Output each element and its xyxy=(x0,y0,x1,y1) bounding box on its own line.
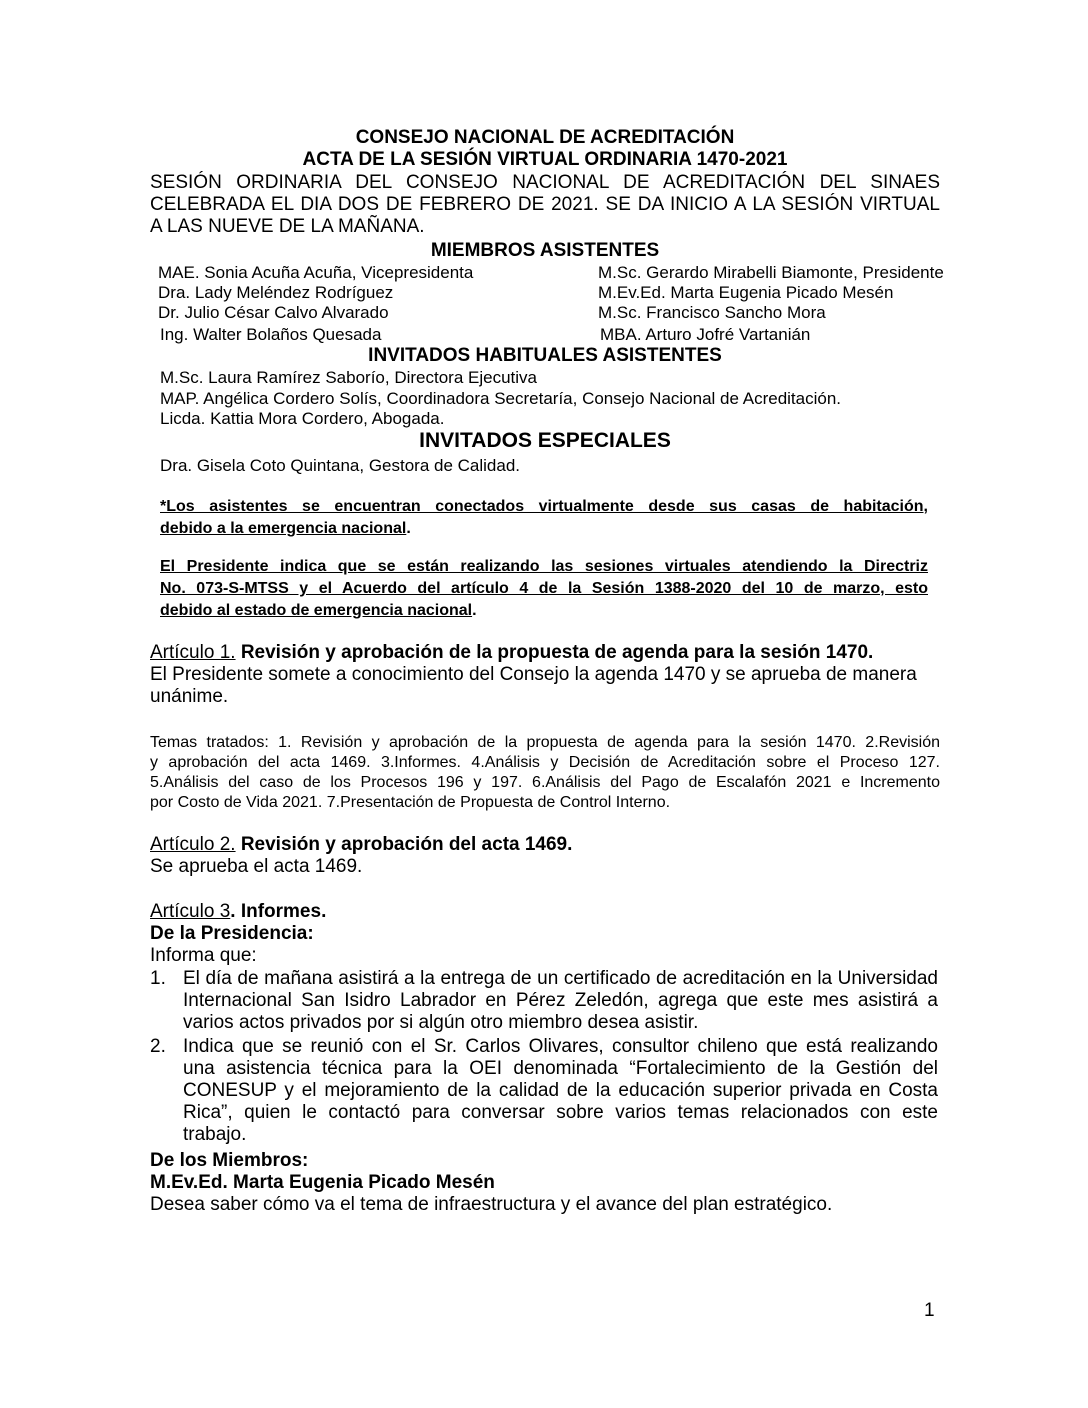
list-line: Internacional San Isidro Labrador en Pérez Zeledón, agrega que este mes asistirá a xyxy=(183,990,938,1011)
note-line: debido a la emergencia nacional xyxy=(160,520,407,537)
member-name: M.Sc. Gerardo Mirabelli Biamonte, Presidente xyxy=(598,263,944,282)
member-name: Dr. Julio César Calvo Alvarado xyxy=(158,303,389,322)
presidency-heading: De la Presidencia: xyxy=(150,923,314,944)
guest-name: Licda. Kattia Mora Cordero, Abogada. xyxy=(160,409,445,428)
note-line: *Los asistentes se encuentran conectados virtualmente desde sus casas de habitación, xyxy=(160,498,928,515)
article-label: Artículo 1. xyxy=(150,642,236,663)
list-line: trabajo. xyxy=(183,1124,247,1145)
member-name: MAE. Sonia Acuña Acuña, Vicepresidenta xyxy=(158,263,474,282)
virtual-attendance-note xyxy=(160,496,928,540)
note-line: El Presidente indica que se están realizando las sesiones virtuales atendiendo la Directriz xyxy=(160,558,928,575)
article-3-heading xyxy=(150,901,940,923)
member-name: M.Sc. Francisco Sancho Mora xyxy=(598,303,826,322)
article-title: . Informes. xyxy=(230,901,327,922)
article-2-heading xyxy=(150,834,940,856)
intro-line: A LAS NUEVE DE LA MAÑANA. xyxy=(150,216,425,237)
page-number: 1 xyxy=(924,1300,935,1321)
member-comment: Desea saber cómo va el tema de infraestructura y el avance del plan estratégico. xyxy=(150,1194,833,1215)
article-title: Revisión y aprobación del acta 1469. xyxy=(235,834,573,855)
list-line: Indica que se reunió con el Sr. Carlos Olivares, consultor chileno que está realizando xyxy=(183,1036,938,1057)
member-name: M.Ev.Ed. Marta Eugenia Picado Mesén xyxy=(598,283,894,302)
intro-line: CELEBRADA EL DIA DOS DE FEBRERO DE 2021. SE DA INICIO A LA SESIÓN VIRTUAL xyxy=(150,194,940,215)
article-2-body: Se aprueba el acta 1469. xyxy=(150,856,363,877)
article-label: Artículo 2. xyxy=(150,834,236,855)
note-punctuation: . xyxy=(472,602,477,619)
guest-name: Dra. Gisela Coto Quintana, Gestora de Calidad. xyxy=(160,456,521,475)
habitual-guests-heading: INVITADOS HABITUALES ASISTENTES xyxy=(368,345,722,366)
member-subheading: M.Ev.Ed. Marta Eugenia Picado Mesén xyxy=(150,1172,495,1193)
members-heading: MIEMBROS ASISTENTES xyxy=(430,240,660,261)
topics-line: Temas tratados: 1. Revisión y aprobación de la propuesta de agenda para la sesión 1470. 2.Revisión xyxy=(150,734,940,751)
intro-line: SESIÓN ORDINARIA DEL CONSEJO NACIONAL DE ACREDITACIÓN DEL SINAES xyxy=(150,172,940,193)
note-line: No. 073-S-MTSS y el Acuerdo del artículo 4 de la Sesión 1388-2020 del 10 de marzo, esto xyxy=(160,580,928,597)
special-guests-heading: INVITADOS ESPECIALES xyxy=(419,429,671,452)
topics-line: y aprobación del acta 1469. 3.Informes. 4.Análisis y Decisión de Acreditación sobre el Proceso 127. xyxy=(150,754,940,771)
guest-name: M.Sc. Laura Ramírez Saborío, Directora Ejecutiva xyxy=(160,368,537,387)
guest-name: MAP. Angélica Cordero Solís, Coordinadora Secretaría, Consejo Nacional de Acreditación. xyxy=(160,389,842,408)
list-line: varios actos privados por si algún otro miembro desea asistir. xyxy=(183,1012,699,1033)
article-1-body xyxy=(150,664,940,708)
article-label: Artículo 3 xyxy=(150,901,231,922)
member-name: Ing. Walter Bolaños Quesada xyxy=(160,325,382,344)
session-intro xyxy=(150,172,940,238)
body-line: unánime. xyxy=(150,686,229,707)
list-line: CONESUP y el mejoramiento de la calidad de la educación superior privada en Costa xyxy=(183,1080,938,1101)
list-number: 1. xyxy=(150,968,166,989)
topics-line: por Costo de Vida 2021. 7.Presentación de Propuesta de Control Interno. xyxy=(150,794,671,811)
directive-note xyxy=(160,556,928,622)
agenda-topics xyxy=(150,733,940,813)
member-name: Dra. Lady Meléndez Rodríguez xyxy=(158,283,394,302)
body-line: El Presidente somete a conocimiento del Consejo la agenda 1470 y se aprueba de manera xyxy=(150,664,917,685)
note-line: debido al estado de emergencia nacional xyxy=(160,602,473,619)
session-title: ACTA DE LA SESIÓN VIRTUAL ORDINARIA 1470-2021 xyxy=(302,149,788,170)
topics-line: 5.Análisis del caso de los Procesos 196 y 197. 6.Análisis del Pago de Escalafón 2021 e Incremento xyxy=(150,774,940,791)
informa-text: Informa que: xyxy=(150,945,257,966)
council-title: CONSEJO NACIONAL DE ACREDITACIÓN xyxy=(355,127,735,148)
list-line: Rica”, quien le contactó para conversar sobre varios temas relacionados con este xyxy=(183,1102,938,1123)
members-subheading: De los Miembros: xyxy=(150,1150,309,1171)
list-line: una asistencia técnica para la OEI denominada “Fortalecimiento de la Gestión del xyxy=(183,1058,938,1079)
member-name: MBA. Arturo Jofré Vartanián xyxy=(600,325,811,344)
article-title: Revisión y aprobación de la propuesta de agenda para la sesión 1470. xyxy=(235,642,874,663)
article-1-heading xyxy=(150,642,940,664)
note-punctuation: . xyxy=(406,520,411,537)
list-number: 2. xyxy=(150,1036,166,1057)
list-line: El día de mañana asistirá a la entrega de un certificado de acreditación en la Universidad xyxy=(183,968,938,989)
